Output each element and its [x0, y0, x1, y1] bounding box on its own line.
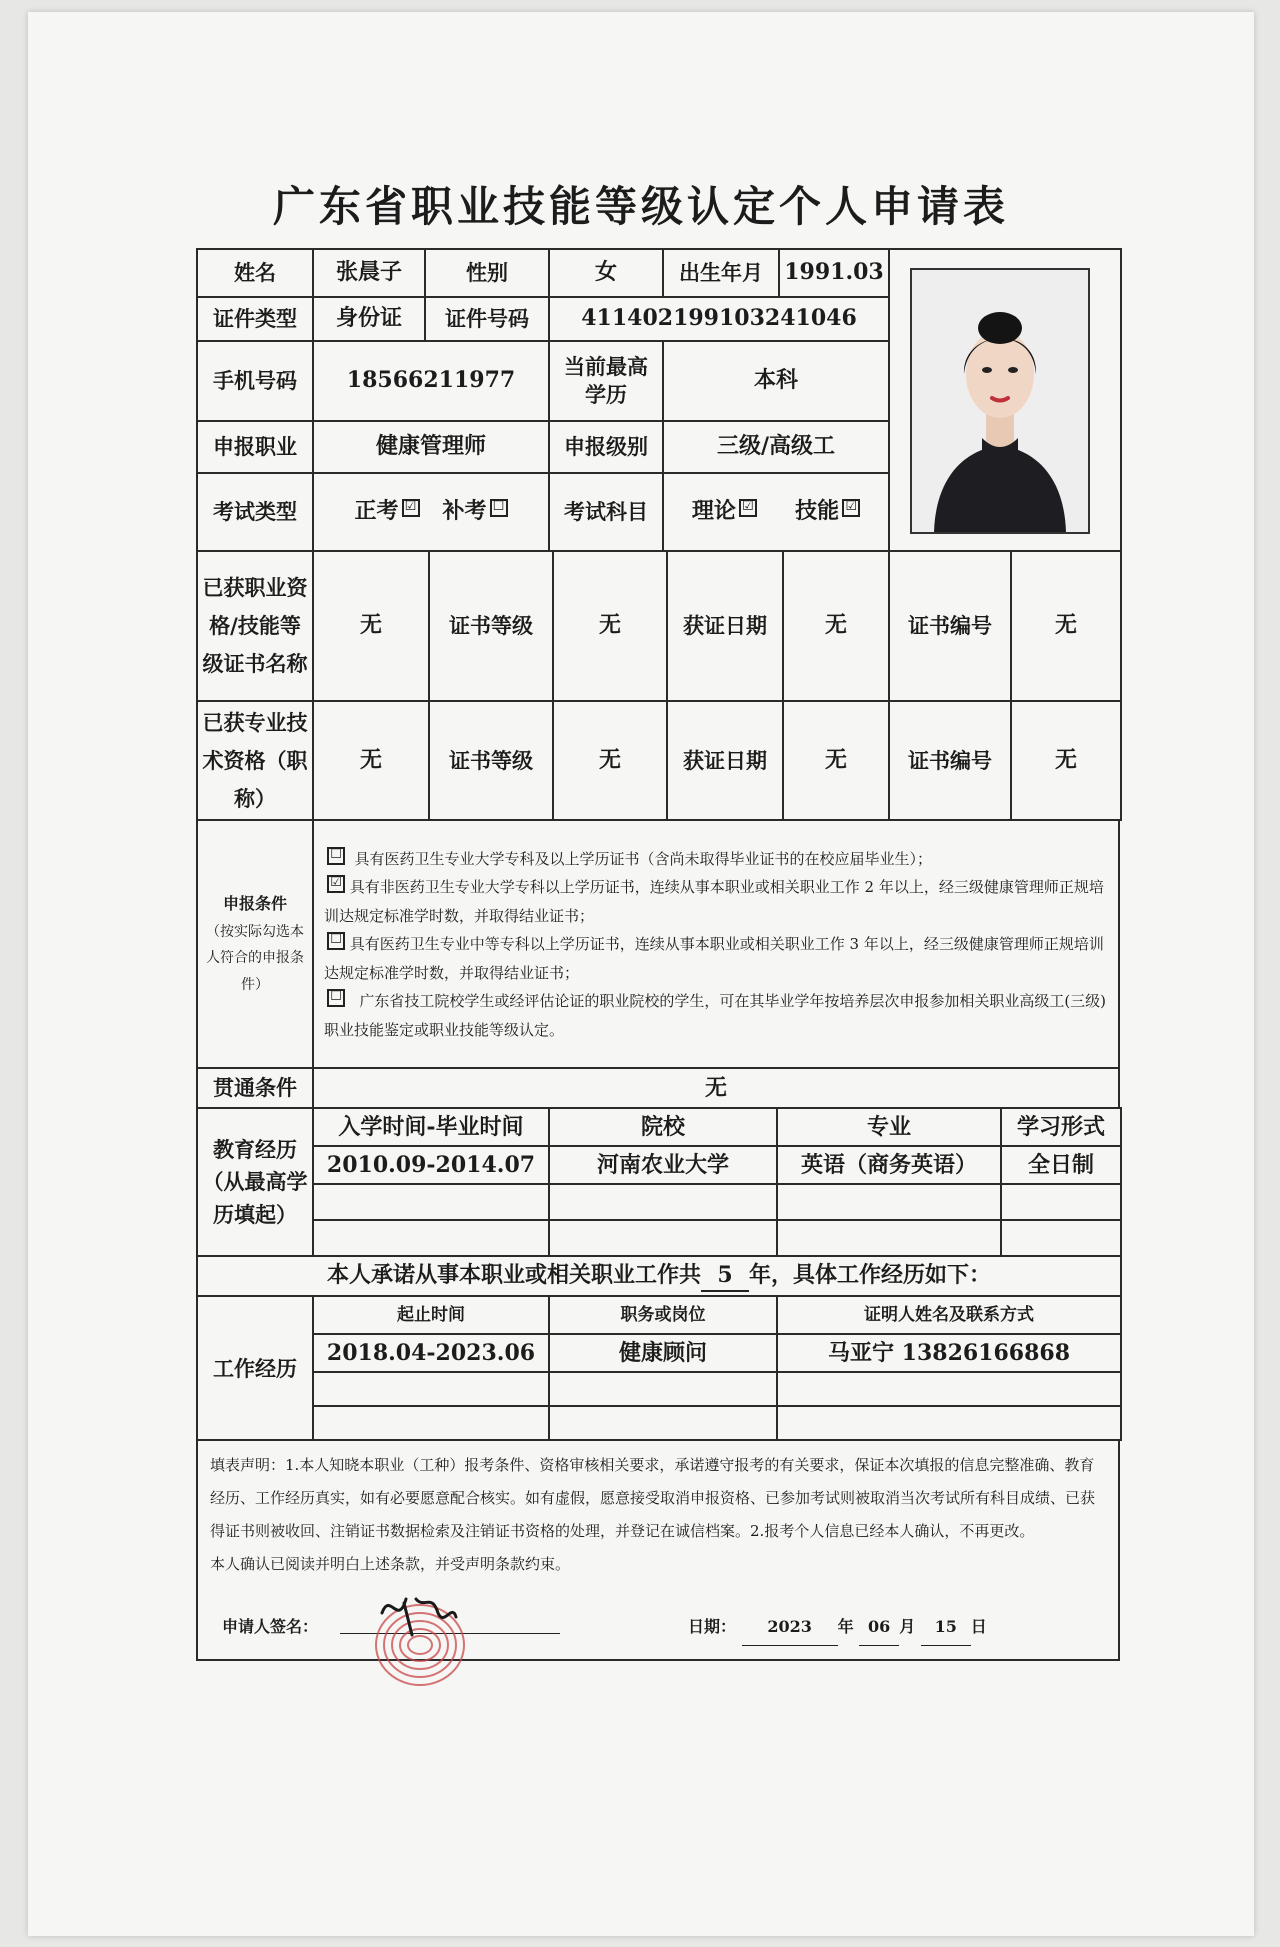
photo-cell	[889, 249, 1121, 551]
table-row	[197, 1184, 1121, 1220]
id-photo	[910, 268, 1090, 534]
work-header-period: 起止时间	[313, 1296, 549, 1334]
date-label: 日期：	[688, 1617, 737, 1637]
work-period	[313, 1406, 549, 1440]
table-row	[197, 1372, 1121, 1406]
signature-row	[210, 1581, 1106, 1651]
education-school: 河南农业大学	[549, 1146, 777, 1184]
name-label: 姓名	[197, 249, 313, 297]
phone-label: 手机号码	[197, 341, 313, 421]
work-position	[549, 1372, 777, 1406]
id-type-label: 证件类型	[197, 297, 313, 341]
work-reference	[777, 1372, 1121, 1406]
condition-checkbox: ☐	[327, 989, 345, 1007]
work-commitment	[197, 1256, 1121, 1296]
form-title: 广东省职业技能等级认定个人申请表	[272, 182, 1009, 231]
professional-title-no-label: 证书编号	[889, 701, 1011, 820]
work-position: 健康顾问	[549, 1334, 777, 1372]
education-level-label: 当前最高学历	[549, 341, 663, 421]
education-header-school: 院校	[549, 1108, 777, 1146]
id-no-value: 411402199103241046	[549, 297, 889, 341]
education-mode	[1001, 1184, 1121, 1220]
education-time	[313, 1184, 549, 1220]
conditions-label-cell	[197, 820, 313, 1068]
occupation-label: 申报职业	[197, 421, 313, 473]
occupational-cert-name: 无	[313, 551, 429, 701]
subject-options	[663, 473, 889, 551]
professional-title-date-label: 获证日期	[667, 701, 783, 820]
table-row	[197, 1406, 1121, 1440]
condition-item	[324, 987, 1108, 1044]
occupational-cert-no: 无	[1011, 551, 1121, 701]
subject-skill-checkbox: ☑	[842, 499, 860, 517]
occupational-cert-level-label: 证书等级	[429, 551, 553, 701]
work-header-position: 职务或岗位	[549, 1296, 777, 1334]
education-header-time: 入学时间-毕业时间	[313, 1108, 549, 1146]
condition-checkbox: ☐	[327, 847, 345, 865]
work-period	[313, 1372, 549, 1406]
fingerprint-signature	[360, 1573, 480, 1693]
exam-main-label: 正考	[354, 498, 399, 525]
id-no-label: 证件号码	[425, 297, 549, 341]
subject-theory-label: 理论	[691, 498, 736, 525]
condition-item	[324, 845, 1108, 874]
work-table	[196, 1255, 1122, 1441]
birth-value: 1991.03	[779, 249, 889, 297]
condition-text: 广东省技工院校学生或经评估论证的职业院校的学生，可在其毕业学年按培养层次申报参加相关职业高级工(三级)职业技能鉴定或职业技能等级认定。	[324, 992, 1107, 1039]
education-time: 2010.09-2014.07	[313, 1146, 549, 1184]
occupation-value: 健康管理师	[313, 421, 549, 473]
phone-value: 18566211977	[313, 341, 549, 421]
exam-makeup-label: 补考	[442, 498, 487, 525]
occupational-cert-label: 已获职业资格/技能等级证书名称	[197, 551, 313, 701]
conditions-table	[196, 819, 1120, 1109]
professional-title-name: 无	[313, 701, 429, 820]
signature-label: 申请人签名：	[222, 1617, 319, 1637]
condition-checkbox: ☐	[327, 932, 345, 950]
exam-makeup-checkbox: ☐	[490, 499, 508, 517]
condition-text: 具有非医药卫生专业大学专科以上学历证书，连续从事本职业或相关职业工作 2 年以上，经三级健康管理师正规培训达规定标准学时数，并取得结业证书；	[324, 878, 1104, 925]
date-month: 06	[859, 1609, 899, 1645]
table-row	[197, 1220, 1121, 1256]
through-condition-value: 无	[313, 1068, 1119, 1108]
occupational-cert-no-label: 证书编号	[889, 551, 1011, 701]
apply-level-label: 申报级别	[549, 421, 663, 473]
education-level-value: 本科	[663, 341, 889, 421]
education-major	[777, 1220, 1001, 1256]
condition-text: 具有医药卫生专业中等专科以上学历证书，连续从事本职业或相关职业工作 3 年以上，经三级健康管理师正规培训达规定标准学时数，并取得结业证书；	[324, 935, 1104, 982]
commit-years: 5	[701, 1261, 749, 1293]
commit-text-before: 本人承诺从事本职业或相关职业工作共	[327, 1261, 702, 1288]
education-school	[549, 1184, 777, 1220]
education-major	[777, 1184, 1001, 1220]
conditions-list	[313, 820, 1119, 1068]
declaration-confirm: 本人确认已阅读并明白上述条款，并受声明条款约束。	[210, 1555, 571, 1574]
date-day: 15	[921, 1609, 971, 1645]
education-label: 教育经历（从最高学历填起）	[197, 1108, 313, 1256]
application-form	[196, 248, 1120, 1661]
subject-theory-checkbox: ☑	[739, 499, 757, 517]
declaration-cell	[197, 1440, 1119, 1660]
conditions-label: 申报条件	[222, 894, 287, 914]
subject-skill-label: 技能	[795, 498, 840, 525]
professional-title-date: 无	[783, 701, 889, 820]
condition-item	[324, 930, 1108, 987]
table-row	[197, 1334, 1121, 1372]
education-header-major: 专业	[777, 1108, 1001, 1146]
occupational-cert-date: 无	[783, 551, 889, 701]
education-mode: 全日制	[1001, 1146, 1121, 1184]
date-year-unit: 年	[837, 1617, 854, 1637]
exam-main-checkbox: ☑	[402, 499, 420, 517]
professional-title-level: 无	[553, 701, 667, 820]
exam-type-options	[313, 473, 549, 551]
education-time	[313, 1220, 549, 1256]
date-day-unit: 日	[970, 1617, 987, 1637]
education-header-mode: 学习形式	[1001, 1108, 1121, 1146]
occupational-cert-level: 无	[553, 551, 667, 701]
work-period: 2018.04-2023.06	[313, 1334, 549, 1372]
condition-item	[324, 873, 1108, 930]
apply-level-value: 三级/高级工	[663, 421, 889, 473]
professional-title-level-label: 证书等级	[429, 701, 553, 820]
date-year: 2023	[742, 1609, 838, 1645]
table-row	[197, 1146, 1121, 1184]
declaration-text: 填表声明：1.本人知晓本职业（工种）报考条件、资格审核相关要求，承诺遵守报考的有关要求，保证本次填报的信息完整准确、教育经历、工作经历真实，如有必要愿意配合核实。如有虚假，愿意接受取消申报资格、已参加考试则被取消当次考试所有科目成绩、已获得证书则被收回、注销证书数据检索及注销证书资格的处理，并登记在诚信档案。2.报考个人信息已经本人确认，不再更改。	[210, 1456, 1096, 1541]
gender-label: 性别	[425, 249, 549, 297]
education-major: 英语（商务英语）	[777, 1146, 1001, 1184]
exam-type-label: 考试类型	[197, 473, 313, 551]
date-month-unit: 月	[899, 1617, 916, 1637]
work-reference: 马亚宁 13826166868	[777, 1334, 1121, 1372]
through-condition-label: 贯通条件	[197, 1068, 313, 1108]
condition-checkbox: ☑	[327, 875, 345, 893]
subject-label: 考试科目	[549, 473, 663, 551]
work-header-reference: 证明人姓名及联系方式	[777, 1296, 1121, 1334]
declaration-table	[196, 1439, 1120, 1661]
work-position	[549, 1406, 777, 1440]
basic-info-table	[196, 248, 1122, 552]
professional-title-label: 已获专业技术资格（职称）	[197, 701, 313, 820]
occupational-cert-date-label: 获证日期	[667, 551, 783, 701]
professional-title-no: 无	[1011, 701, 1121, 820]
paper-sheet	[28, 12, 1254, 1936]
gender-value: 女	[549, 249, 663, 297]
certificate-table	[196, 550, 1122, 821]
commit-text-after: 年，具体工作经历如下：	[749, 1261, 992, 1288]
education-mode	[1001, 1220, 1121, 1256]
education-table	[196, 1107, 1122, 1257]
work-label: 工作经历	[197, 1296, 313, 1440]
signature-date	[688, 1609, 987, 1645]
name-value: 张晨子	[313, 249, 425, 297]
birth-label: 出生年月	[663, 249, 779, 297]
work-reference	[777, 1406, 1121, 1440]
conditions-sub-label: （按实际勾选本人符合的申报条件）	[206, 923, 304, 994]
condition-text: 具有医药卫生专业大学专科及以上学历证书（含尚未取得毕业证书的在校应届毕业生）；	[354, 849, 933, 868]
education-school	[549, 1220, 777, 1256]
id-type-value: 身份证	[313, 297, 425, 341]
